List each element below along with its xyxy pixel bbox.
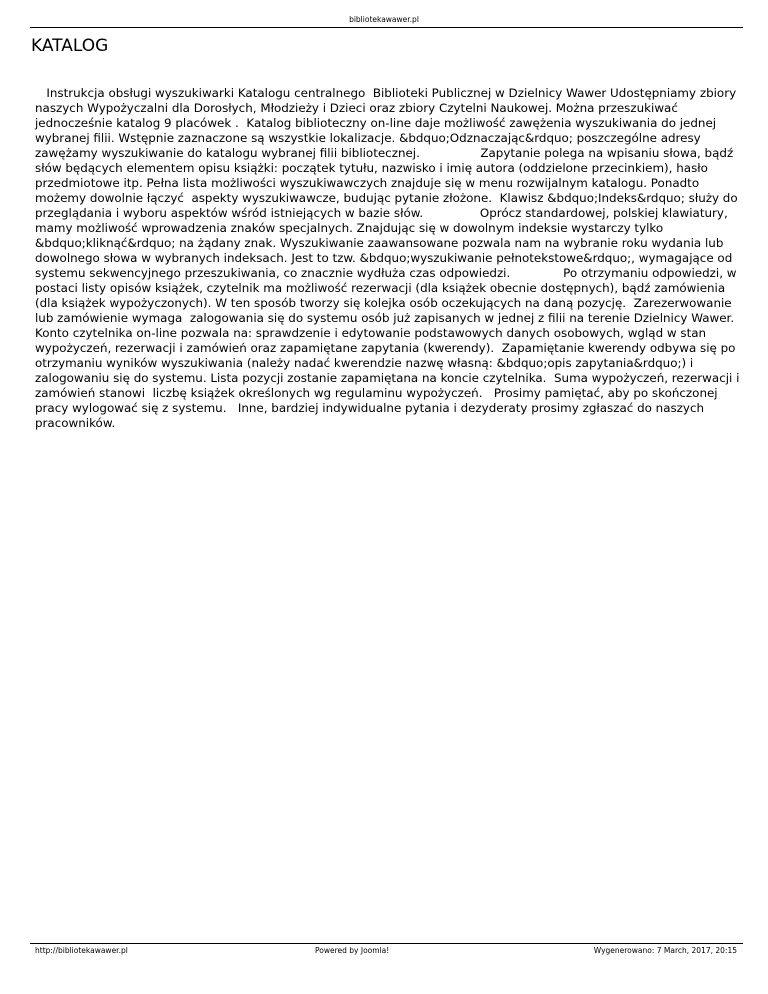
header-divider bbox=[30, 27, 743, 28]
footer-generated-date: Wygenerowano: 7 March, 2017, 20:15 bbox=[593, 946, 737, 955]
page-title: KATALOG bbox=[31, 36, 109, 56]
footer-divider bbox=[30, 943, 743, 944]
site-header-url: bibliotekawawer.pl bbox=[349, 15, 419, 24]
footer-powered-by: Powered by Joomla! bbox=[315, 946, 390, 955]
article-body: Instrukcja obsługi wyszukiwarki Katalogu centralnego Biblioteki Publicznej w Dzielnicy Wawer Udostępniamy zbiory naszych Wypożyczalni dla Dorosłych, Młodzieży i Dzieci oraz zbiory Czytelni Naukowej. Można przeszukiwać jednocześnie katalog 9 placówek . Katalog biblioteczny on-line daje możliwość zawężenia wyszukiwania do jednej wybranej filii. Wstępnie zaznaczone są wszystkie lokalizacje. &bdquo;Odznaczając&rdquo; poszczególne adresy zawężamy wyszukiwanie do katalogu wybranej filii bibliotecznej. Zapytanie polega na wpisaniu słowa, bądź słów będących elementem opisu książki: początek tytułu, nazwisko i imię autora (oddzielone przecinkiem), hasło przedmiotowe itp. Pełna lista możliwości wyszukiwawczych znajduje się w menu rozwijalnym katalogu. Ponadto możemy dowolnie łączyć aspekty wyszukiwawcze, budując pytanie złożone. Klawisz &bdquo;Indeks&rdquo; służy do przeglądania i wyboru aspektów wśród istniejących w bazie słów. Oprócz standardowej, polskiej klawiatury, mamy możliwość wprowadzenia znaków specjalnych. Znajdując się w dowolnym indeksie wystarczy tylko &bdquo;kliknąć&rdquo; na żądany znak. Wyszukiwanie zaawansowane pozwala nam na wybranie roku wydania lub dowolnego słowa w wybranych indeksach. Jest to tzw. &bdquo;wyszukiwanie pełnotekstowe&rdquo;, wymagające od systemu sekwencyjnego przeszukiwania, co znacznie wydłuża czas odpowiedzi. Po otrzymaniu odpowiedzi, w postaci listy opisów książek, czytelnik ma możliwość rezerwacji (dla książek obecnie dostępnych), bądź zamówienia (dla książek wypożyczonych). W ten sposób tworzy się kolejka osób oczekujących na daną pozycję. Zarezerwowanie lub zamówienie wymaga zalogowania się do systemu osób już zapisanych w jednej z filii na terenie Dzielnicy Wawer. Konto czytelnika on-line pozwala na: sprawdzenie i edytowanie podstawowych danych osobowych, wgląd w stan wypożyczeń, rezerwacji i zamówień oraz zapamiętane zapytania (kwerendy). Zapamiętanie kwerendy odbywa się po otrzymaniu wyników wyszukiwania (należy nadać kwerendzie nazwę własną: &bdquo;opis zapytania&rdquo;) i zalogowaniu się do systemu. Lista pozycji zostanie zapamiętana na koncie czytelnika. Suma wypożyczeń, rezerwacji i zamówień stanowi liczbę książek określonych wg regulaminu wypożyczeń. Prosimy pamiętać, aby po skończonej pracy wylogować się z systemu. Inne, bardziej indywidualne pytania i dezyderaty prosimy zgłaszać do naszych pracowników. bbox=[35, 86, 744, 430]
footer-site-url: http://bibliotekawawer.pl bbox=[35, 946, 128, 955]
